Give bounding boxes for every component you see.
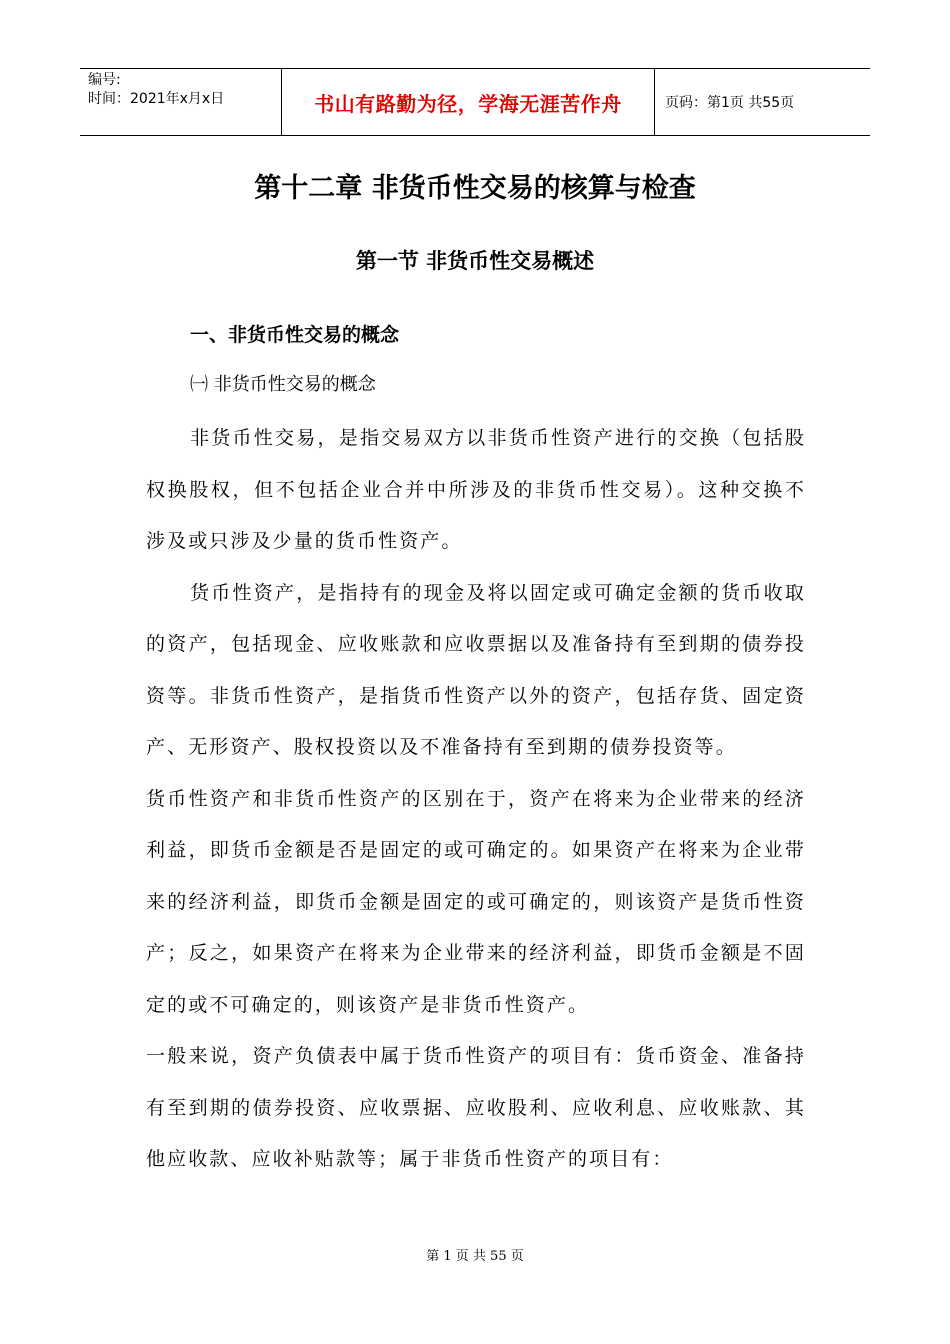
header-page-info: 页码：第1页 共55页: [665, 95, 795, 111]
paragraph: 货币性资产和非货币性资产的区别在于，资产在将来为企业带来的经济利益，即货币金额是否是固定的或可确定的。如果资产在将来为企业带来的经济利益，即货币金额是固定的或可确定的，则该资产是货币性资产；反之，如果资产在将来为企业带来的经济利益，即货币金额是不固定的或不可确定的，则该资产是非货币性资产。: [146, 787, 806, 1016]
section-title: 第一节 非货币性交易概述: [355, 249, 595, 273]
document-header: [80, 68, 870, 136]
paragraph: 一般来说，资产负债表中属于货币性资产的项目有：货币资金、准备持有至到期的债券投资、应收票据、应收股利、应收利息、应收账款、其他应收款、应收补贴款等；属于非货币性资产的项目有：: [146, 1045, 806, 1170]
body-text: [146, 413, 806, 1186]
paragraph: 非货币性交易，是指交易双方以非货币性资产进行的交换（包括股权换股权，但不包括企业合并中所涉及的非货币性交易）。这种交换不涉及或只涉及少量的货币性资产。: [146, 427, 806, 552]
heading-level-1: 一、非货币性交易的概念: [190, 324, 400, 346]
paragraph: 货币性资产，是指持有的现金及将以固定或可确定金额的货币收取的资产，包括现金、应收账款和应收票据以及准备持有至到期的债券投资等。非货币性资产，是指货币性资产以外的资产，包括存货、固定资产、无形资产、股权投资以及不准备持有至到期的债券投资等。: [146, 581, 806, 758]
header-motto: 书山有路勤为径，学海无涯苦作舟: [314, 91, 622, 116]
heading-level-2: ㈠ 非货币性交易的概念: [190, 374, 376, 395]
chapter-title: 第十二章 非货币性交易的核算与检查: [254, 173, 696, 204]
header-motto-cell: [282, 69, 655, 135]
page-footer: 第 1 页 共 55 页: [426, 1249, 524, 1264]
header-meta: [80, 69, 282, 135]
header-page-info-cell: [655, 69, 870, 135]
time-label: 时间：2021年x月x日: [88, 91, 225, 107]
number-label: 编号:: [88, 72, 121, 88]
